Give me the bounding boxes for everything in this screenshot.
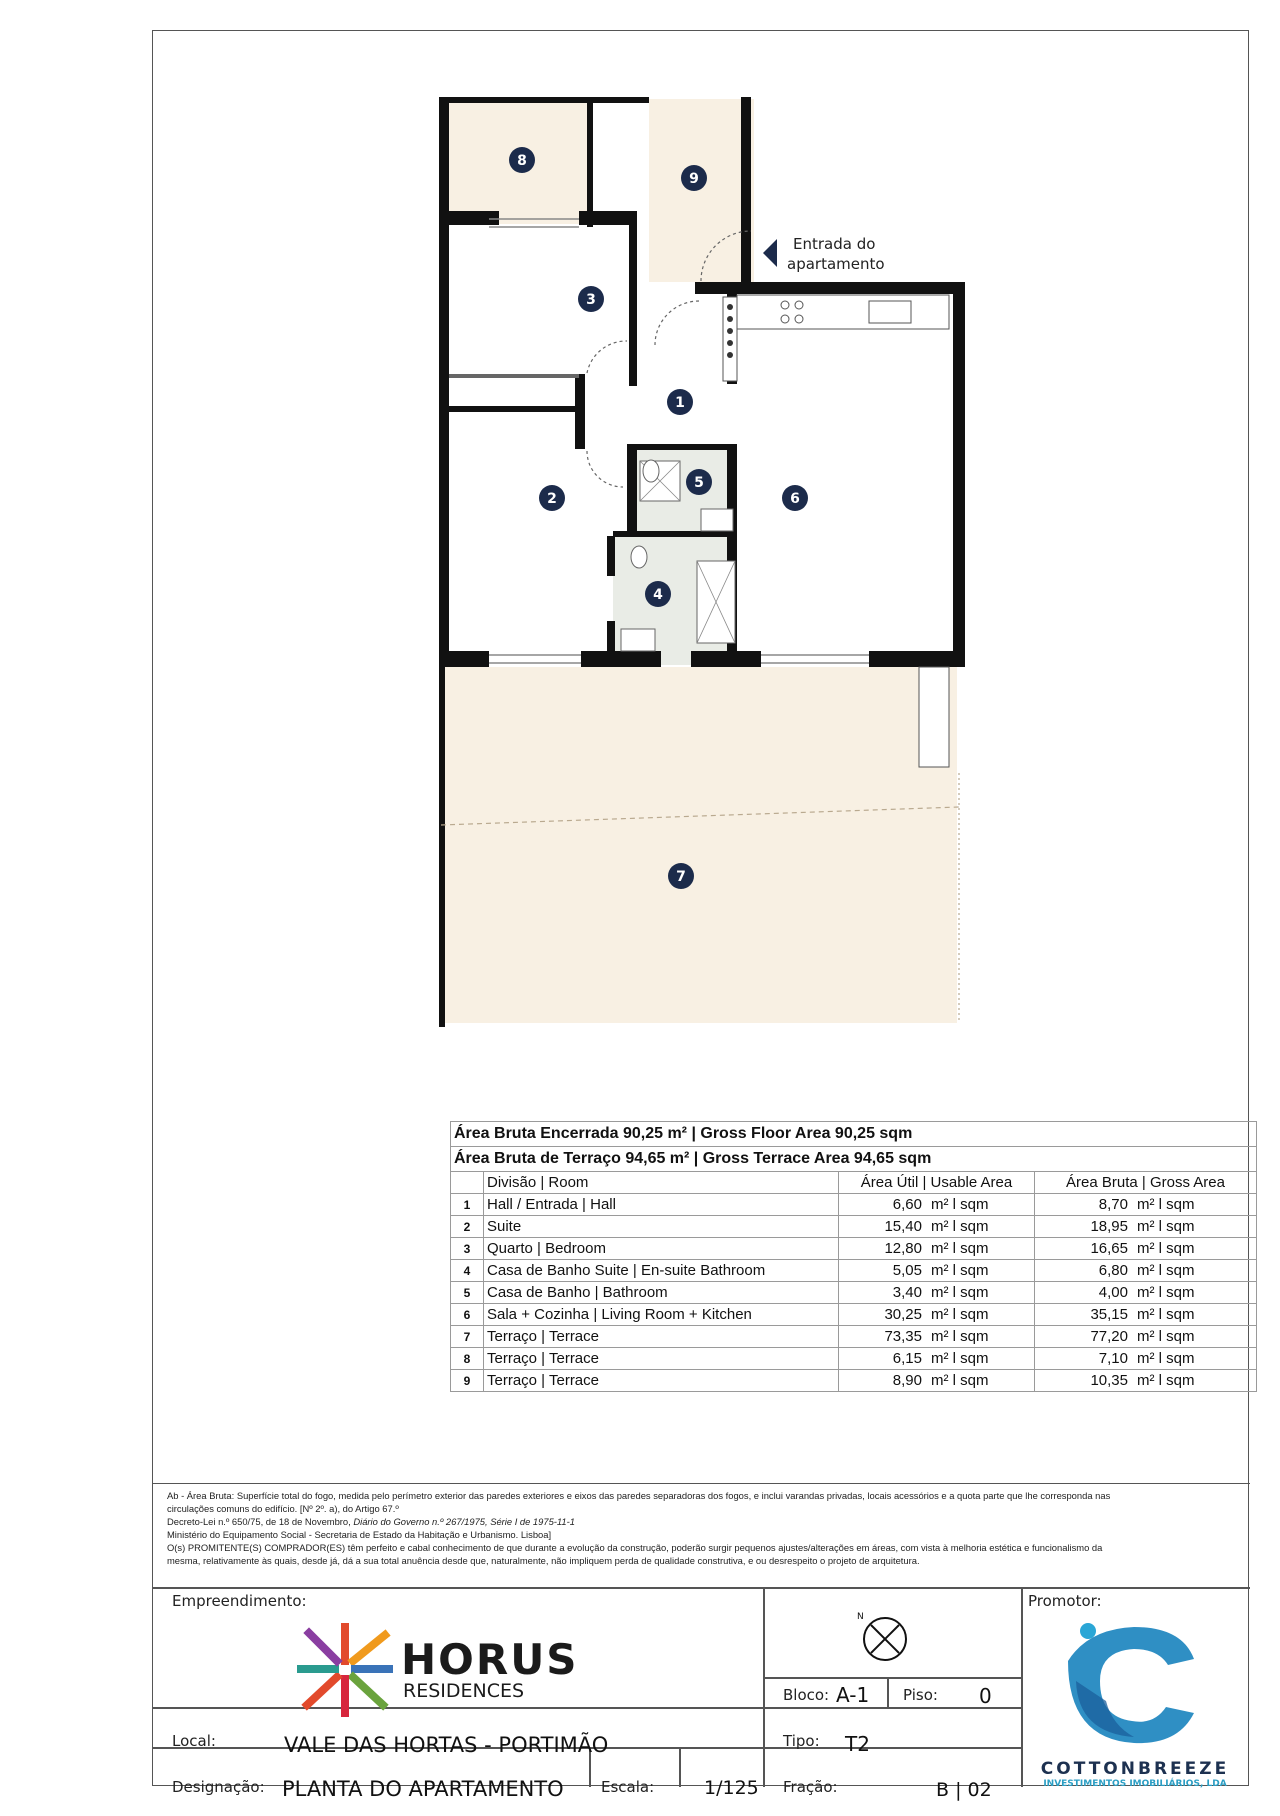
area-row-gross-unit: m² l sqm: [1131, 1194, 1257, 1216]
area-row-usable: 12,80: [839, 1238, 926, 1260]
area-row: [451, 1326, 1257, 1348]
area-row-number: 1: [451, 1194, 484, 1216]
appliance-dot: [727, 316, 733, 322]
divider: [679, 1747, 681, 1787]
tipo-value: T2: [845, 1732, 870, 1756]
area-row-number: 6: [451, 1304, 484, 1326]
door-swing: [587, 341, 627, 373]
column-header-gross: Área Bruta | Gross Area: [1035, 1172, 1257, 1194]
wall: [627, 444, 637, 536]
area-row-number: 8: [451, 1348, 484, 1370]
wall: [741, 97, 751, 282]
wall: [439, 651, 489, 667]
appliance-dot: [727, 328, 733, 334]
area-row-usable: 6,60: [839, 1194, 926, 1216]
area-row-room: Terraço | Terrace: [484, 1370, 839, 1392]
area-row-gross-unit: m² l sqm: [1131, 1282, 1257, 1304]
title-block: [153, 1587, 1250, 1801]
area-row-room: Terraço | Terrace: [484, 1348, 839, 1370]
note-line: Ministério do Equipamento Social - Secretaria de Estado da Habitação e Urbanismo. Lisboa]: [167, 1529, 552, 1540]
area-table: [450, 1121, 1257, 1392]
floor-plan: [153, 31, 1250, 1091]
legal-notes: [153, 1483, 1250, 1587]
area-row: [451, 1260, 1257, 1282]
area-row: [451, 1304, 1257, 1326]
divider: [153, 1707, 1021, 1709]
room-marker-label: 9: [689, 171, 699, 187]
area-row-usable: 3,40: [839, 1282, 926, 1304]
wall: [439, 97, 649, 103]
toilet: [631, 546, 647, 568]
designacao-label: Designação:: [172, 1778, 265, 1796]
area-row-gross-unit: m² l sqm: [1131, 1238, 1257, 1260]
room-marker-label: 6: [790, 491, 800, 507]
terrace-7: [441, 667, 957, 1023]
divider: [763, 1677, 1021, 1679]
area-row-usable-unit: m² l sqm: [925, 1348, 1035, 1370]
wall: [607, 536, 615, 576]
local-label: Local:: [172, 1732, 216, 1750]
door-swing: [587, 451, 623, 487]
wall: [613, 531, 737, 537]
area-row-gross: 6,80: [1035, 1260, 1132, 1282]
escala-label: Escala:: [601, 1778, 655, 1796]
tipo-label: Tipo:: [783, 1732, 820, 1750]
gross-terrace-area: Área Bruta de Terraço 94,65 m² | Gross Terrace Area 94,65 sqm: [451, 1147, 1257, 1172]
piso-value: 0: [979, 1684, 992, 1708]
wall: [587, 97, 593, 227]
entrance-label: Entrada do: [793, 235, 876, 253]
designacao-value: PLANTA DO APARTAMENTO: [282, 1777, 564, 1801]
room-marker-label: 3: [586, 292, 596, 308]
wall: [449, 374, 579, 378]
wall: [953, 282, 965, 652]
column-header-usable: Área Útil | Usable Area: [839, 1172, 1035, 1194]
area-row-room: Sala + Cozinha | Living Room + Kitchen: [484, 1304, 839, 1326]
area-row-gross: 7,10: [1035, 1348, 1132, 1370]
divider: [153, 1587, 1250, 1589]
area-row: [451, 1216, 1257, 1238]
area-row-number: 2: [451, 1216, 484, 1238]
area-row-room: Quarto | Bedroom: [484, 1238, 839, 1260]
note-decree: Decreto-Lei n.º 650/75, de 18 de Novembro,: [167, 1516, 354, 1527]
area-row-number: 9: [451, 1370, 484, 1392]
gross-floor-area: Área Bruta Encerrada 90,25 m² | Gross Floor Area 90,25 sqm: [451, 1122, 1257, 1147]
area-row-gross: 16,65: [1035, 1238, 1132, 1260]
area-row-gross-unit: m² l sqm: [1131, 1216, 1257, 1238]
drawing-sheet: [152, 30, 1249, 1801]
piso-label: Piso:: [903, 1686, 938, 1704]
divider: [1021, 1587, 1023, 1787]
promotor-sub: INVESTIMENTOS IMOBILIÁRIOS, LDA: [1043, 1779, 1227, 1789]
area-row-gross-unit: m² l sqm: [1131, 1304, 1257, 1326]
column-header-row: [451, 1172, 1257, 1194]
horus-brand-sub: RESIDENCES: [403, 1680, 525, 1702]
note-line: Ab - Área Bruta: Superfície total do fogo, medida pelo perímetro exterior das paredes exteriores e eixos das paredes separadoras dos fogos, e inclui varandas privadas, locais acessórios e a quota parte que lhe corresponda nas: [167, 1490, 1111, 1501]
area-row-gross-unit: m² l sqm: [1131, 1326, 1257, 1348]
kitchen-sink: [869, 301, 911, 323]
area-row-usable: 8,90: [839, 1370, 926, 1392]
room-marker-label: 2: [547, 491, 557, 507]
entrance-arrow-icon: [763, 239, 777, 267]
area-row-room: Terraço | Terrace: [484, 1326, 839, 1348]
fracao-value: B | 02: [936, 1779, 992, 1801]
area-row-usable: 73,35: [839, 1326, 926, 1348]
north-arrow-icon: [853, 1607, 913, 1667]
area-row-number: 4: [451, 1260, 484, 1282]
area-row-usable-unit: m² l sqm: [925, 1194, 1035, 1216]
local-value: VALE DAS HORTAS - PORTIMÃO: [284, 1733, 609, 1757]
horus-brand-name: HORUS: [401, 1635, 579, 1684]
wall: [629, 211, 637, 386]
note-gazette: Diário do Governo n.º 267/1975, Série I de 1975-11-1: [353, 1516, 575, 1527]
room-marker-label: 1: [675, 395, 685, 411]
promotor-label: Promotor:: [1028, 1592, 1102, 1610]
north-letter: N: [857, 1612, 864, 1622]
area-row-usable-unit: m² l sqm: [925, 1304, 1035, 1326]
wall: [869, 651, 965, 667]
column-header-room: Divisão | Room: [484, 1172, 839, 1194]
entrance-label: apartamento: [787, 255, 885, 273]
room-marker-label: 4: [653, 587, 663, 603]
area-row: [451, 1282, 1257, 1304]
area-row-gross: 35,15: [1035, 1304, 1132, 1326]
note-line: [167, 1515, 1236, 1528]
room-marker-label: 5: [694, 475, 704, 491]
door-swing: [655, 301, 699, 345]
cottonbreeze-logo-icon: [1048, 1621, 1218, 1757]
column-header-number: [451, 1172, 484, 1194]
area-row-number: 3: [451, 1238, 484, 1260]
area-row-gross: 77,20: [1035, 1326, 1132, 1348]
area-row-gross-unit: m² l sqm: [1131, 1348, 1257, 1370]
appliance-dot: [727, 352, 733, 358]
divider: [763, 1587, 765, 1787]
gross-floor-row: [451, 1122, 1257, 1147]
area-row: [451, 1370, 1257, 1392]
room-marker-label: 8: [517, 153, 527, 169]
toilet: [643, 460, 659, 482]
bloco-label: Bloco:: [783, 1686, 830, 1704]
wall: [691, 651, 761, 667]
wall: [439, 667, 445, 1027]
room-marker-label: 7: [676, 869, 686, 885]
area-row-room: Suite: [484, 1216, 839, 1238]
empreendimento-label: Empreendimento:: [172, 1592, 307, 1610]
area-row-usable: 5,05: [839, 1260, 926, 1282]
divider: [887, 1747, 1021, 1749]
area-row-gross-unit: m² l sqm: [1131, 1260, 1257, 1282]
washbasin: [701, 509, 733, 531]
wall: [581, 651, 661, 667]
area-row-usable-unit: m² l sqm: [925, 1260, 1035, 1282]
area-row-usable-unit: m² l sqm: [925, 1238, 1035, 1260]
note-line: mesma, relativamente às quais, desde já, dá a sua total anuência desde que, naturalmente, não impliquem perda de qualidade construtiva, e ou desrespeito o projeto de arquitetura.: [167, 1555, 920, 1566]
promotor-name: COTTONBREEZE: [1040, 1759, 1230, 1779]
fracao-label: Fração:: [783, 1778, 838, 1796]
kitchen-counter: [737, 295, 949, 329]
outdoor-counter: [919, 667, 949, 767]
note-line: O(s) PROMITENTE(S) COMPRADOR(ES) têm perfeito e cabal conhecimento de que durante a evolução da construção, poderão surgir pequenos ajustes/alterações em áreas, com vista à melhoria estética e funcionalismo da: [167, 1542, 1103, 1553]
escala-value: 1/125: [704, 1777, 759, 1799]
wall: [627, 444, 737, 450]
appliance-dot: [727, 340, 733, 346]
washbasin: [621, 629, 655, 651]
area-row: [451, 1194, 1257, 1216]
area-row-usable-unit: m² l sqm: [925, 1326, 1035, 1348]
horus-logo-icon: [293, 1617, 397, 1721]
area-row-usable: 30,25: [839, 1304, 926, 1326]
area-row-usable-unit: m² l sqm: [925, 1282, 1035, 1304]
appliance-dot: [727, 304, 733, 310]
area-row-usable-unit: m² l sqm: [925, 1216, 1035, 1238]
area-row-number: 5: [451, 1282, 484, 1304]
area-row-gross: 4,00: [1035, 1282, 1132, 1304]
area-row-gross-unit: m² l sqm: [1131, 1370, 1257, 1392]
divider: [887, 1677, 889, 1707]
area-row-gross: 18,95: [1035, 1216, 1132, 1238]
wall: [439, 97, 449, 667]
gross-terrace-row: [451, 1147, 1257, 1172]
area-row-number: 7: [451, 1326, 484, 1348]
terrace-9: [649, 99, 754, 282]
area-row-gross: 8,70: [1035, 1194, 1132, 1216]
wall: [579, 211, 635, 225]
area-row-room: Casa de Banho Suite | En-suite Bathroom: [484, 1260, 839, 1282]
wall: [449, 406, 579, 412]
area-row-usable-unit: m² l sqm: [925, 1370, 1035, 1392]
area-row: [451, 1238, 1257, 1260]
area-row-room: Hall / Entrada | Hall: [484, 1194, 839, 1216]
wall: [439, 211, 499, 225]
wall: [695, 282, 965, 294]
bloco-value: A-1: [836, 1683, 870, 1707]
area-row-gross: 10,35: [1035, 1370, 1132, 1392]
area-row: [451, 1348, 1257, 1370]
note-line: circulações comuns do edifício. [Nº 2º. a), do Artigo 67.º: [167, 1503, 399, 1514]
area-row-room: Casa de Banho | Bathroom: [484, 1282, 839, 1304]
area-row-usable: 6,15: [839, 1348, 926, 1370]
area-row-usable: 15,40: [839, 1216, 926, 1238]
